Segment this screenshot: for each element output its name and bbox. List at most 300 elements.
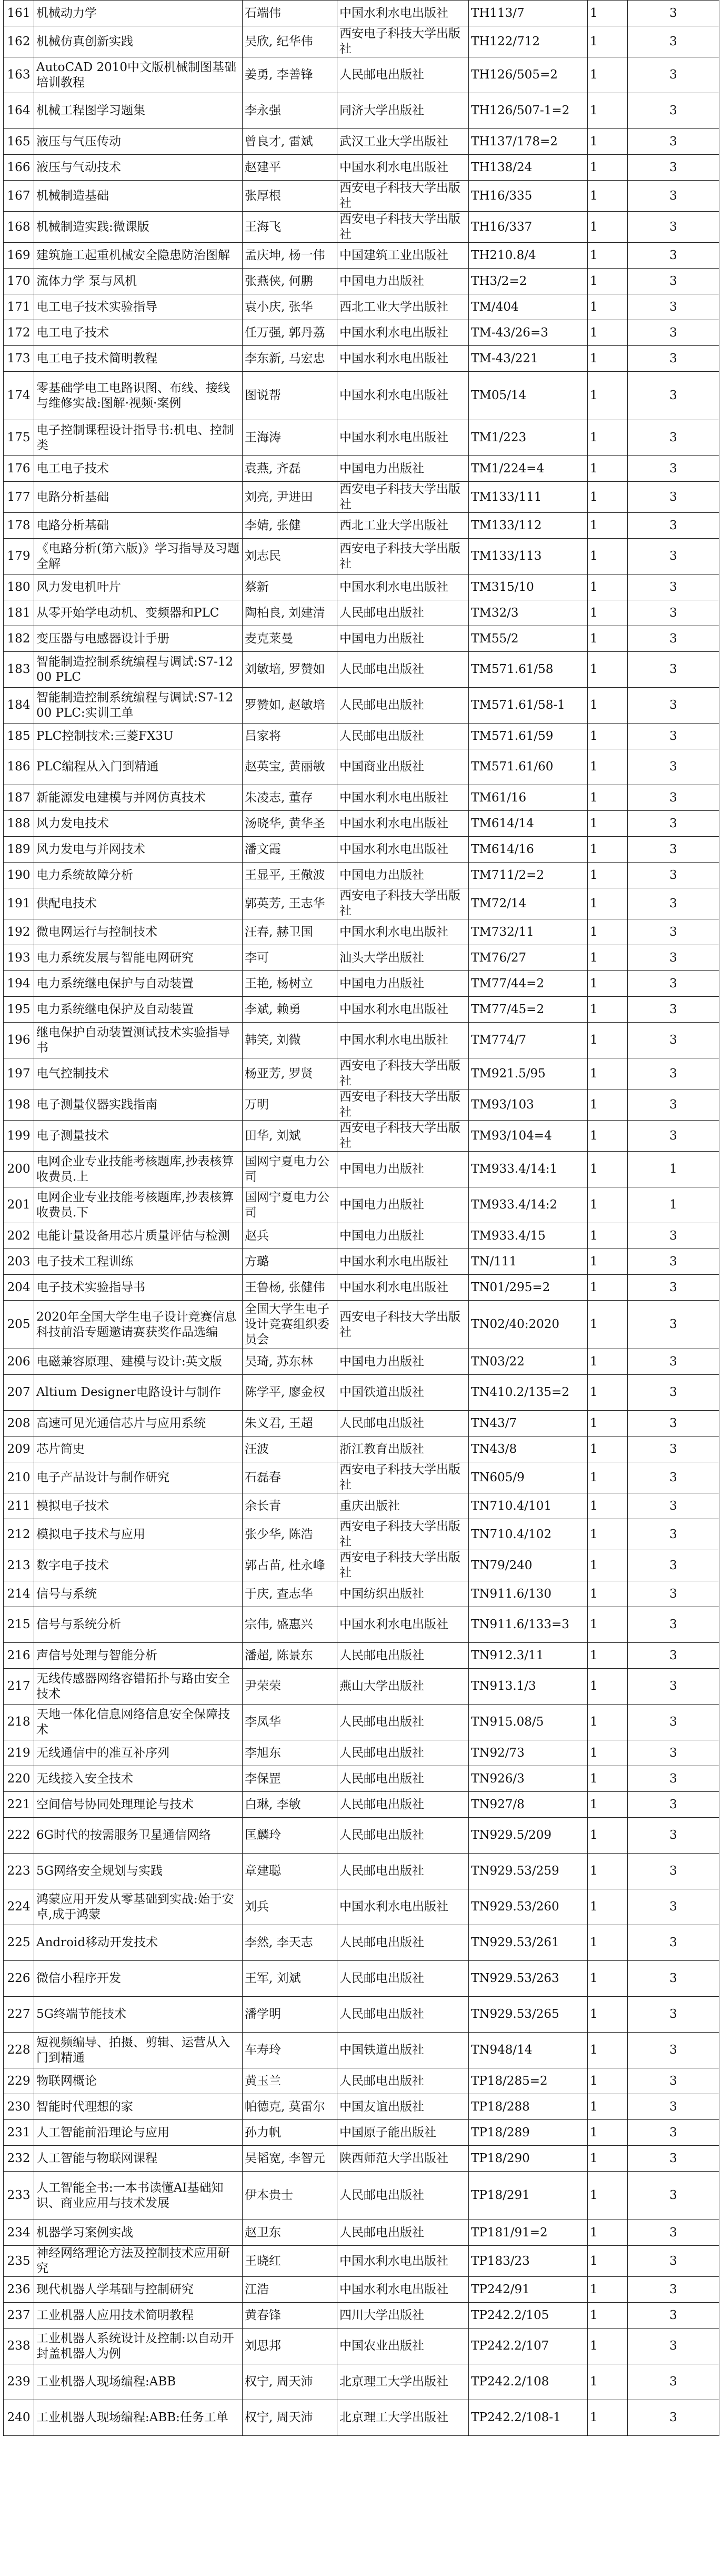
book-publisher: 中国铁道出版社 xyxy=(337,1375,469,1411)
book-author: 王艳, 杨树立 xyxy=(243,971,337,997)
book-publisher: 四川大学出版社 xyxy=(337,2303,469,2329)
book-publisher: 人民邮电出版社 xyxy=(337,652,469,688)
row-number: 176 xyxy=(4,456,34,482)
table-row xyxy=(4,888,719,919)
book-publisher: 人民邮电出版社 xyxy=(337,1818,469,1854)
book-title: 工业机器人现场编程:ABB:任务工单 xyxy=(34,2400,243,2436)
book-author: 吴韬宽, 李智元 xyxy=(243,2146,337,2172)
call-number: TH126/505=2 xyxy=(469,57,588,93)
table-row xyxy=(4,269,719,294)
row-number: 218 xyxy=(4,1705,34,1740)
book-title: 供配电技术 xyxy=(34,888,243,919)
book-author: 潘文霞 xyxy=(243,837,337,863)
order-quantity: 3 xyxy=(628,57,719,93)
order-quantity: 3 xyxy=(628,837,719,863)
copies-count: 1 xyxy=(588,600,628,626)
book-author: 李婧, 张健 xyxy=(243,513,337,539)
book-author: 刘志民 xyxy=(243,539,337,574)
row-number: 239 xyxy=(4,2364,34,2400)
book-author: 吕家将 xyxy=(243,724,337,749)
book-publisher: 中国水利水电出版社 xyxy=(337,785,469,811)
call-number: TM05/14 xyxy=(469,372,588,420)
copies-count: 1 xyxy=(588,1550,628,1581)
book-title: 机械动力学 xyxy=(34,1,243,26)
row-number: 189 xyxy=(4,837,34,863)
book-author: 袁燕, 齐磊 xyxy=(243,456,337,482)
row-number: 210 xyxy=(4,1462,34,1493)
row-number: 171 xyxy=(4,294,34,320)
book-title: Android移动开发技术 xyxy=(34,1925,243,1961)
copies-count: 1 xyxy=(588,574,628,600)
table-row xyxy=(4,1411,719,1436)
copies-count: 1 xyxy=(588,26,628,57)
row-number: 169 xyxy=(4,243,34,269)
book-publisher: 人民邮电出版社 xyxy=(337,1411,469,1436)
book-title: 声信号处理与智能分析 xyxy=(34,1643,243,1669)
call-number: TP242.2/108-1 xyxy=(469,2400,588,2436)
call-number: TP242.2/108 xyxy=(469,2364,588,2400)
table-row xyxy=(4,785,719,811)
book-author: 张少华, 陈浩 xyxy=(243,1519,337,1550)
call-number: TM571.61/60 xyxy=(469,749,588,785)
copies-count: 1 xyxy=(588,212,628,243)
call-number: TN929.53/259 xyxy=(469,1854,588,1889)
table-row xyxy=(4,420,719,456)
copies-count: 1 xyxy=(588,1766,628,1792)
order-quantity: 3 xyxy=(628,785,719,811)
row-number: 175 xyxy=(4,420,34,456)
book-author: 赵卫东 xyxy=(243,2220,337,2246)
book-publisher: 中国商业出版社 xyxy=(337,749,469,785)
table-row xyxy=(4,1349,719,1375)
row-number: 221 xyxy=(4,1792,34,1818)
book-author: 罗赞如, 赵敏培 xyxy=(243,688,337,724)
book-publisher: 汕头大学出版社 xyxy=(337,945,469,971)
row-number: 213 xyxy=(4,1550,34,1581)
book-title: 神经网络理论方法及控制技术应用研究 xyxy=(34,2246,243,2277)
book-publisher: 中国原子能出版社 xyxy=(337,2120,469,2146)
copies-count: 1 xyxy=(588,1375,628,1411)
copies-count: 1 xyxy=(588,2094,628,2120)
book-author: 吴琦, 苏东林 xyxy=(243,1349,337,1375)
row-number: 230 xyxy=(4,2094,34,2120)
copies-count: 1 xyxy=(588,888,628,919)
table-row xyxy=(4,2220,719,2246)
copies-count: 1 xyxy=(588,1152,628,1187)
table-row xyxy=(4,2120,719,2146)
book-author: 余长青 xyxy=(243,1493,337,1519)
copies-count: 1 xyxy=(588,2400,628,2436)
book-publisher: 中国电力出版社 xyxy=(337,863,469,888)
book-publisher: 西北工业大学出版社 xyxy=(337,513,469,539)
row-number: 178 xyxy=(4,513,34,539)
book-title: 无线传感器网络容错拓扑与路由安全技术 xyxy=(34,1669,243,1705)
book-title: 模拟电子技术与应用 xyxy=(34,1519,243,1550)
order-quantity: 3 xyxy=(628,93,719,129)
table-row xyxy=(4,1705,719,1740)
table-row xyxy=(4,482,719,513)
table-row xyxy=(4,181,719,212)
book-publisher: 浙江教育出版社 xyxy=(337,1436,469,1462)
book-author: 方璐 xyxy=(243,1249,337,1275)
row-number: 191 xyxy=(4,888,34,919)
order-quantity: 3 xyxy=(628,1643,719,1669)
book-publisher: 中国水利水电出版社 xyxy=(337,2277,469,2303)
copies-count: 1 xyxy=(588,372,628,420)
call-number: TM93/104=4 xyxy=(469,1121,588,1152)
book-publisher: 重庆出版社 xyxy=(337,1493,469,1519)
book-title: 人工智能与物联网课程 xyxy=(34,2146,243,2172)
book-publisher: 人民邮电出版社 xyxy=(337,1854,469,1889)
book-title: 继电保护自动装置测试技术实验指导书 xyxy=(34,1023,243,1058)
book-publisher: 中国水利水电出版社 xyxy=(337,837,469,863)
book-title: 电子控制课程设计指导书:机电、控制类 xyxy=(34,420,243,456)
call-number: TM933.4/15 xyxy=(469,1223,588,1249)
row-number: 205 xyxy=(4,1301,34,1349)
row-number: 173 xyxy=(4,346,34,372)
book-author: 孟庆坤, 杨一伟 xyxy=(243,243,337,269)
table-row xyxy=(4,1792,719,1818)
order-quantity: 3 xyxy=(628,1792,719,1818)
table-row xyxy=(4,919,719,945)
book-publisher: 西安电子科技大学出版社 xyxy=(337,1121,469,1152)
row-number: 226 xyxy=(4,1961,34,1997)
call-number: TM76/27 xyxy=(469,945,588,971)
book-title: 物联网概论 xyxy=(34,2068,243,2094)
copies-count: 1 xyxy=(588,129,628,155)
copies-count: 1 xyxy=(588,1581,628,1607)
book-title: 电力系统故障分析 xyxy=(34,863,243,888)
call-number: TN929.5/209 xyxy=(469,1818,588,1854)
book-author: 孙力帆 xyxy=(243,2120,337,2146)
book-author: 黄春锋 xyxy=(243,2303,337,2329)
book-author: 李凤华 xyxy=(243,1705,337,1740)
order-quantity: 3 xyxy=(628,372,719,420)
book-publisher: 西安电子科技大学出版社 xyxy=(337,1462,469,1493)
row-number: 190 xyxy=(4,863,34,888)
copies-count: 1 xyxy=(588,626,628,652)
book-title: 5G终端节能技术 xyxy=(34,1997,243,2033)
order-quantity: 3 xyxy=(628,1669,719,1705)
order-quantity: 3 xyxy=(628,1740,719,1766)
book-publisher: 中国水利水电出版社 xyxy=(337,919,469,945)
call-number: TN43/8 xyxy=(469,1436,588,1462)
book-title: 无线通信中的准互补序列 xyxy=(34,1740,243,1766)
copies-count: 1 xyxy=(588,320,628,346)
book-author: 于庆, 查志华 xyxy=(243,1581,337,1607)
book-title: 天地一体化信息网络信息安全保障技术 xyxy=(34,1705,243,1740)
row-number: 236 xyxy=(4,2277,34,2303)
book-author: 王海飞 xyxy=(243,212,337,243)
row-number: 179 xyxy=(4,539,34,574)
table-row xyxy=(4,1519,719,1550)
copies-count: 1 xyxy=(588,1275,628,1301)
copies-count: 1 xyxy=(588,2120,628,2146)
book-title: 2020年全国大学生电子设计竞赛信息科技前沿专题邀请赛获奖作品选编 xyxy=(34,1301,243,1349)
row-number: 204 xyxy=(4,1275,34,1301)
copies-count: 1 xyxy=(588,1705,628,1740)
row-number: 216 xyxy=(4,1643,34,1669)
order-quantity: 3 xyxy=(628,2146,719,2172)
book-author: 全国大学生电子设计竞赛组织委员会 xyxy=(243,1301,337,1349)
table-row xyxy=(4,863,719,888)
book-publisher: 中国水利水电出版社 xyxy=(337,2246,469,2277)
book-publisher: 人民邮电出版社 xyxy=(337,1925,469,1961)
book-author: 李旭东 xyxy=(243,1740,337,1766)
call-number: TP18/290 xyxy=(469,2146,588,2172)
order-quantity: 3 xyxy=(628,320,719,346)
book-title: 鸿蒙应用开发从零基础到实战:始于安卓,成于鸿蒙 xyxy=(34,1889,243,1925)
order-quantity: 3 xyxy=(628,724,719,749)
book-publisher: 中国水利水电出版社 xyxy=(337,346,469,372)
order-quantity: 3 xyxy=(628,1249,719,1275)
copies-count: 1 xyxy=(588,1997,628,2033)
table-row xyxy=(4,2033,719,2068)
row-number: 196 xyxy=(4,1023,34,1058)
table-row xyxy=(4,945,719,971)
book-title: 电工电子技术实验指导 xyxy=(34,294,243,320)
call-number: TP18/289 xyxy=(469,2120,588,2146)
call-number: TM1/223 xyxy=(469,420,588,456)
book-publisher: 人民邮电出版社 xyxy=(337,2220,469,2246)
book-author: 国网宁夏电力公司 xyxy=(243,1187,337,1223)
book-title: 电网企业专业技能考核题库,抄表核算收费员.上 xyxy=(34,1152,243,1187)
book-publisher: 中国电力出版社 xyxy=(337,269,469,294)
call-number: TP242.2/105 xyxy=(469,2303,588,2329)
book-author: 王军, 刘斌 xyxy=(243,1961,337,1997)
book-title: 电力系统继电保护与自动装置 xyxy=(34,971,243,997)
book-title: 从零开始学电动机、变频器和PLC xyxy=(34,600,243,626)
order-quantity: 3 xyxy=(628,1,719,26)
order-quantity: 3 xyxy=(628,1223,719,1249)
order-quantity: 3 xyxy=(628,945,719,971)
book-publisher: 人民邮电出版社 xyxy=(337,600,469,626)
book-author: 姜勇, 李善锋 xyxy=(243,57,337,93)
call-number: TN911.6/130 xyxy=(469,1581,588,1607)
copies-count: 1 xyxy=(588,724,628,749)
row-number: 167 xyxy=(4,181,34,212)
call-number: TM614/14 xyxy=(469,811,588,837)
row-number: 172 xyxy=(4,320,34,346)
book-title: 机械仿真创新实践 xyxy=(34,26,243,57)
row-number: 162 xyxy=(4,26,34,57)
table-row xyxy=(4,1607,719,1643)
copies-count: 1 xyxy=(588,1301,628,1349)
row-number: 208 xyxy=(4,1411,34,1436)
copies-count: 1 xyxy=(588,294,628,320)
table-row xyxy=(4,1766,719,1792)
table-row xyxy=(4,2400,719,2436)
book-title: 电网企业专业技能考核题库,抄表核算收费员.下 xyxy=(34,1187,243,1223)
book-title: 流体力学 泵与风机 xyxy=(34,269,243,294)
table-row xyxy=(4,57,719,93)
table-row xyxy=(4,346,719,372)
book-publisher: 人民邮电出版社 xyxy=(337,1705,469,1740)
table-row xyxy=(4,320,719,346)
order-quantity: 3 xyxy=(628,2172,719,2220)
order-quantity: 3 xyxy=(628,456,719,482)
copies-count: 1 xyxy=(588,1493,628,1519)
call-number: TM711/2=2 xyxy=(469,863,588,888)
book-title: 变压器与电感器设计手册 xyxy=(34,626,243,652)
call-number: TH210.8/4 xyxy=(469,243,588,269)
call-number: TN410.2/135=2 xyxy=(469,1375,588,1411)
copies-count: 1 xyxy=(588,1519,628,1550)
call-number: TM614/16 xyxy=(469,837,588,863)
table-row xyxy=(4,1462,719,1493)
table-row xyxy=(4,1375,719,1411)
table-row xyxy=(4,971,719,997)
copies-count: 1 xyxy=(588,863,628,888)
row-number: 222 xyxy=(4,1818,34,1854)
order-quantity: 3 xyxy=(628,2094,719,2120)
table-row xyxy=(4,26,719,57)
copies-count: 1 xyxy=(588,971,628,997)
book-author: 朱凌志, 董存 xyxy=(243,785,337,811)
order-quantity: 3 xyxy=(628,888,719,919)
book-author: 麦克莱曼 xyxy=(243,626,337,652)
table-row xyxy=(4,1854,719,1889)
book-author: 曾良才, 雷斌 xyxy=(243,129,337,155)
book-title: 信号与系统 xyxy=(34,1581,243,1607)
row-number: 233 xyxy=(4,2172,34,2220)
call-number: TM933.4/14:1 xyxy=(469,1152,588,1187)
call-number: TM55/2 xyxy=(469,626,588,652)
copies-count: 1 xyxy=(588,688,628,724)
book-author: 郭占苗, 杜永峰 xyxy=(243,1550,337,1581)
order-quantity: 3 xyxy=(628,2220,719,2246)
book-title: 智能时代理想的家 xyxy=(34,2094,243,2120)
book-publisher: 中国水利水电出版社 xyxy=(337,1,469,26)
order-quantity: 3 xyxy=(628,1997,719,2033)
row-number: 212 xyxy=(4,1519,34,1550)
copies-count: 1 xyxy=(588,1889,628,1925)
copies-count: 1 xyxy=(588,269,628,294)
book-author: 朱义君, 王超 xyxy=(243,1411,337,1436)
row-number: 238 xyxy=(4,2329,34,2364)
table-row xyxy=(4,2277,719,2303)
table-row xyxy=(4,2094,719,2120)
copies-count: 1 xyxy=(588,243,628,269)
copies-count: 1 xyxy=(588,1740,628,1766)
book-author: 张厚根 xyxy=(243,181,337,212)
row-number: 170 xyxy=(4,269,34,294)
book-publisher: 中国友谊出版社 xyxy=(337,2094,469,2120)
copies-count: 1 xyxy=(588,1058,628,1089)
call-number: TM921.5/95 xyxy=(469,1058,588,1089)
call-number: TM133/112 xyxy=(469,513,588,539)
book-publisher: 中国水利水电出版社 xyxy=(337,1249,469,1275)
copies-count: 1 xyxy=(588,57,628,93)
call-number: TM93/103 xyxy=(469,1089,588,1121)
call-number: TN929.53/263 xyxy=(469,1961,588,1997)
row-number: 165 xyxy=(4,129,34,155)
table-row xyxy=(4,2329,719,2364)
book-publisher: 中国水利水电出版社 xyxy=(337,155,469,181)
order-quantity: 3 xyxy=(628,2329,719,2364)
call-number: TN03/22 xyxy=(469,1349,588,1375)
table-row xyxy=(4,811,719,837)
book-publisher: 西安电子科技大学出版社 xyxy=(337,482,469,513)
copies-count: 1 xyxy=(588,1818,628,1854)
book-publisher: 人民邮电出版社 xyxy=(337,2068,469,2094)
call-number: TN926/3 xyxy=(469,1766,588,1792)
table-row xyxy=(4,626,719,652)
table-row xyxy=(4,1275,719,1301)
book-title: 智能制造控制系统编程与调试:S7-1200 PLC:实训工单 xyxy=(34,688,243,724)
order-quantity: 3 xyxy=(628,600,719,626)
book-title: 工业机器人应用技术简明教程 xyxy=(34,2303,243,2329)
copies-count: 1 xyxy=(588,346,628,372)
table-row xyxy=(4,2303,719,2329)
order-quantity: 3 xyxy=(628,1766,719,1792)
book-publisher: 西安电子科技大学出版社 xyxy=(337,1301,469,1349)
book-author: 江浩 xyxy=(243,2277,337,2303)
book-author: 万明 xyxy=(243,1089,337,1121)
book-author: 赵英宝, 黄丽敏 xyxy=(243,749,337,785)
book-title: 智能制造控制系统编程与调试:S7-1200 PLC xyxy=(34,652,243,688)
copies-count: 1 xyxy=(588,513,628,539)
call-number: TP183/23 xyxy=(469,2246,588,2277)
row-number: 228 xyxy=(4,2033,34,2068)
book-publisher: 中国农业出版社 xyxy=(337,2329,469,2364)
row-number: 232 xyxy=(4,2146,34,2172)
book-title: 电路分析基础 xyxy=(34,513,243,539)
table-row xyxy=(4,1187,719,1223)
book-title: 液压与气压传动 xyxy=(34,129,243,155)
book-publisher: 陕西师范大学出版社 xyxy=(337,2146,469,2172)
copies-count: 1 xyxy=(588,837,628,863)
order-quantity: 3 xyxy=(628,181,719,212)
order-quantity: 3 xyxy=(628,294,719,320)
call-number: TM571.61/58-1 xyxy=(469,688,588,724)
book-publisher: 中国建筑工业出版社 xyxy=(337,243,469,269)
copies-count: 1 xyxy=(588,456,628,482)
table-row xyxy=(4,1889,719,1925)
call-number: TM72/14 xyxy=(469,888,588,919)
book-publisher: 中国电力出版社 xyxy=(337,1152,469,1187)
row-number: 211 xyxy=(4,1493,34,1519)
book-publisher: 中国电力出版社 xyxy=(337,1187,469,1223)
order-quantity: 3 xyxy=(628,2303,719,2329)
book-publisher: 中国水利水电出版社 xyxy=(337,1275,469,1301)
call-number: TP18/285=2 xyxy=(469,2068,588,2094)
book-title: 新能源发电建模与并网仿真技术 xyxy=(34,785,243,811)
call-number: TN929.53/265 xyxy=(469,1997,588,2033)
call-number: TH126/507-1=2 xyxy=(469,93,588,129)
copies-count: 1 xyxy=(588,482,628,513)
book-author: 宗伟, 盛惠兴 xyxy=(243,1607,337,1643)
book-publisher: 北京理工大学出版社 xyxy=(337,2364,469,2400)
book-title: 建筑施工起重机械安全隐患防治图解 xyxy=(34,243,243,269)
book-title: 无线接入安全技术 xyxy=(34,1766,243,1792)
copies-count: 1 xyxy=(588,919,628,945)
row-number: 166 xyxy=(4,155,34,181)
book-title: AutoCAD 2010中文版机械制图基础培训教程 xyxy=(34,57,243,93)
order-quantity: 3 xyxy=(628,482,719,513)
copies-count: 1 xyxy=(588,2220,628,2246)
book-title: 芯片简史 xyxy=(34,1436,243,1462)
book-author: 李斌, 赖勇 xyxy=(243,997,337,1023)
copies-count: 1 xyxy=(588,2068,628,2094)
row-number: 217 xyxy=(4,1669,34,1705)
book-publisher: 西安电子科技大学出版社 xyxy=(337,181,469,212)
book-title: Altium Designer电路设计与制作 xyxy=(34,1375,243,1411)
row-number: 240 xyxy=(4,2400,34,2436)
table-row xyxy=(4,2172,719,2220)
book-author: 国网宁夏电力公司 xyxy=(243,1152,337,1187)
book-publisher: 中国铁道出版社 xyxy=(337,2033,469,2068)
